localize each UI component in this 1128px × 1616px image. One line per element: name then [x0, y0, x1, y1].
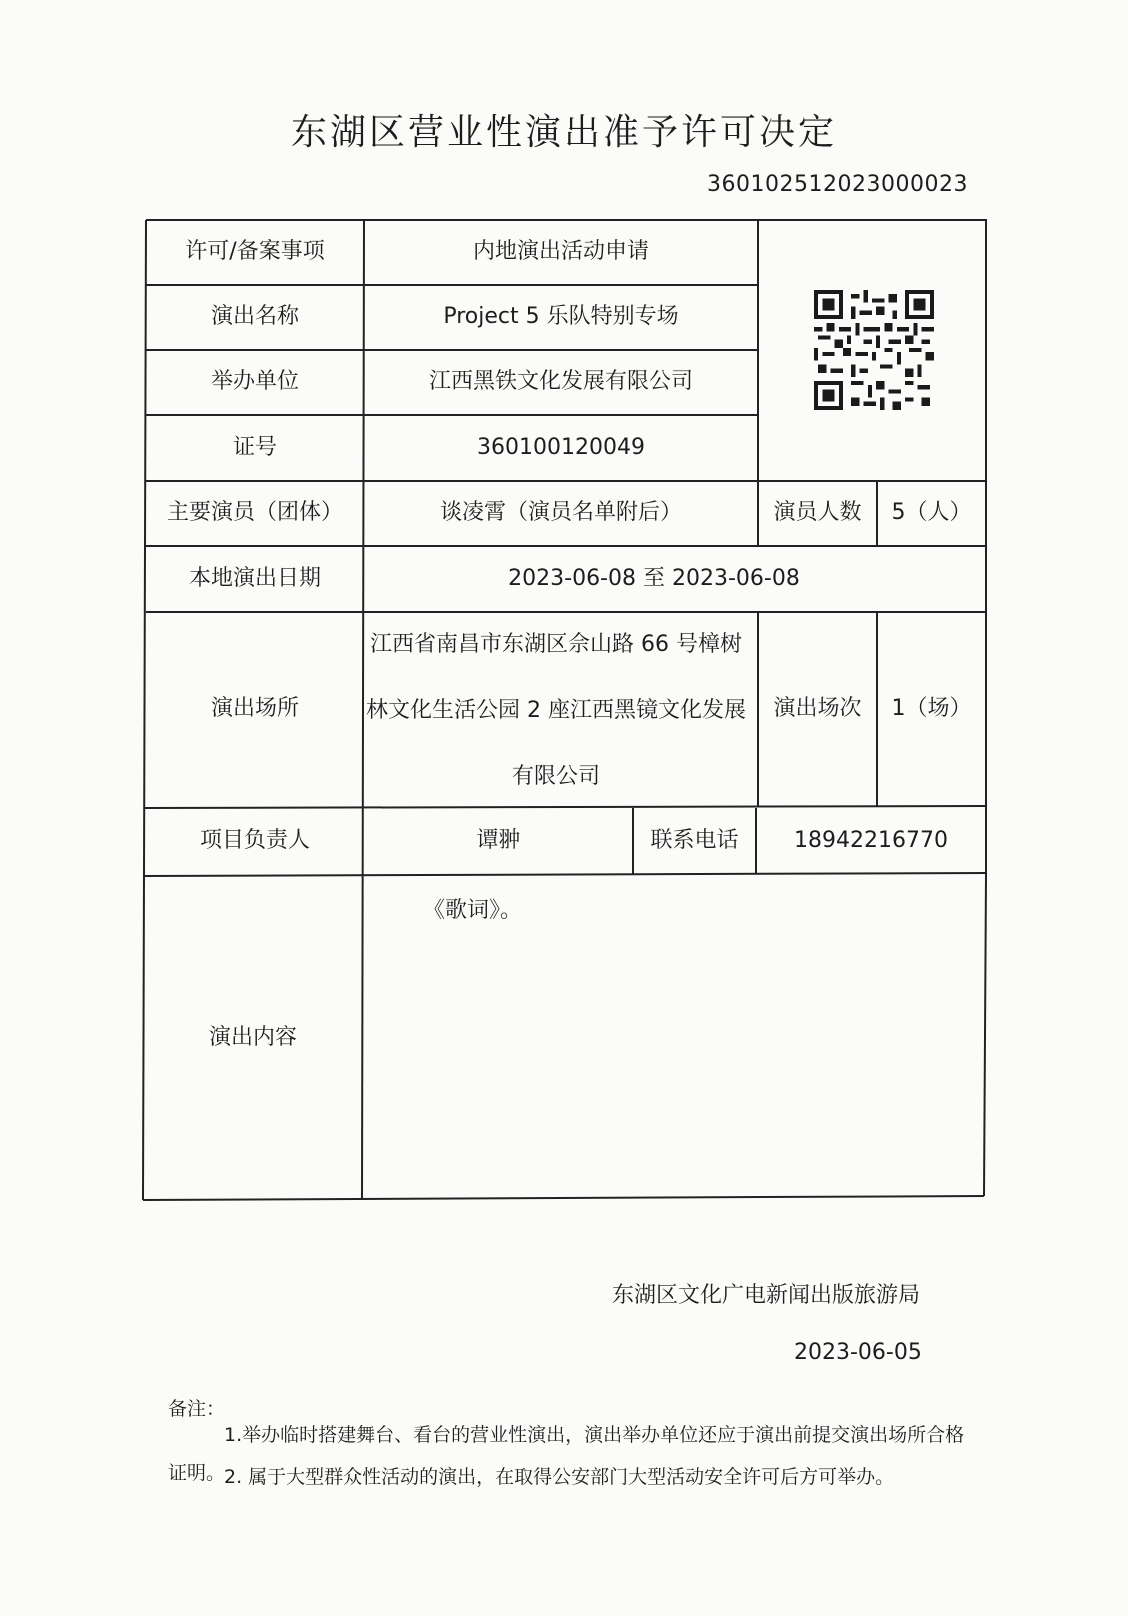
show-name-label: 演出名称 [210, 304, 299, 330]
date-value: 2023-06-08 至 2023-06-08 [508, 565, 800, 591]
license-label: 证号 [232, 434, 277, 460]
performers-value: 谈凌霄（演员名单附后） [439, 500, 682, 526]
permit-item-label: 许可/备案事项 [185, 239, 325, 265]
performers-label: 主要演员（团体） [166, 500, 343, 526]
issue-date: 2023-06-05 [794, 1340, 922, 1365]
phone-label: 联系电话 [650, 828, 739, 854]
permit-item-value: 内地演出活动申请 [472, 239, 649, 265]
license-value: 360100120049 [477, 434, 645, 460]
date-label: 本地演出日期 [188, 565, 321, 591]
content-label: 演出内容 [208, 1024, 297, 1050]
organizer-label: 举办单位 [210, 369, 299, 395]
show-name-value: Project 5 乐队特别专场 [443, 304, 679, 330]
note-2: 2. 属于大型群众性活动的演出，在取得公安部门大型活动安全许可后方可举办。 [224, 1466, 895, 1488]
performer-count-value: 5（人） [891, 500, 972, 526]
document-number: 360102512023000023 [707, 172, 968, 197]
qr-code-icon [814, 290, 934, 410]
organizer-value: 江西黑铁文化发展有限公司 [428, 369, 693, 395]
notes-label: 备注： [168, 1398, 226, 1420]
sessions-label: 演出场次 [773, 695, 862, 721]
venue-label: 演出场所 [210, 696, 299, 722]
phone-value: 18942216770 [794, 828, 948, 854]
note-1: 1.举办临时搭建舞台、看台的营业性演出，演出举办单位还应于演出前提交演出场所合格证明。 [168, 1424, 965, 1484]
content-value: 《歌词》。 [423, 898, 523, 923]
manager-value: 谭翀 [476, 828, 521, 854]
venue-value: 江西省南昌市东湖区佘山路 66 号樟树林文化生活公园 2 座江西黑镜文化发展有限公司 [366, 632, 746, 789]
performer-count-label: 演员人数 [773, 500, 862, 526]
document-title: 东湖区营业性演出准予许可决定 [290, 112, 837, 153]
sessions-value: 1（场） [891, 695, 972, 721]
issuing-authority: 东湖区文化广电新闻出版旅游局 [612, 1283, 921, 1308]
manager-label: 项目负责人 [199, 828, 310, 854]
